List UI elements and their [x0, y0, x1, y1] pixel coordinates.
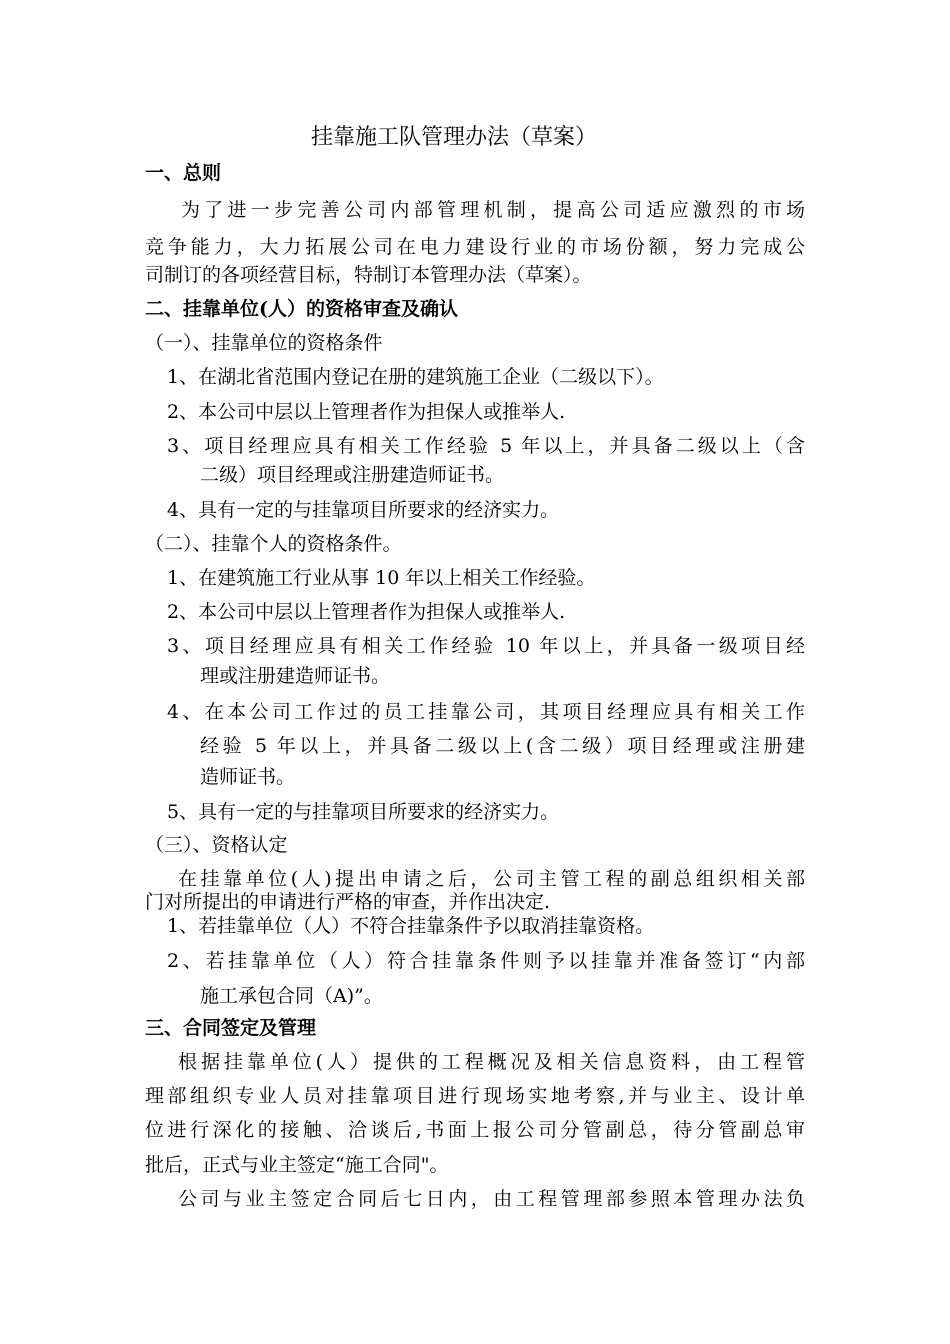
list-item: 1、在建筑施工行业从事 10 年以上相关工作经验。 [167, 567, 596, 589]
document-title: 挂靠施工队管理办法（草案） [311, 125, 598, 150]
subsection-heading: （一）、挂靠单位的资格条件 [145, 332, 383, 354]
paragraph-line: 位进行深化的接触、洽谈后,书面上报公司分管副总，待分管副总审 [145, 1119, 805, 1141]
paragraph-line: 公司与业主签定合同后七日内，由工程管理部参照本管理办法负 [178, 1188, 805, 1210]
paragraph-line: 为了进一步完善公司内部管理机制，提高公司适应激烈的市场 [181, 199, 805, 221]
list-item-continuation: 施工承包合同（A)”。 [200, 985, 383, 1007]
paragraph-line: 根据挂靠单位(人）提供的工程概况及相关信息资料，由工程管 [178, 1051, 805, 1073]
list-item: 1、在湖北省范围内登记在册的建筑施工企业（二级以下）。 [167, 366, 664, 388]
paragraph-line: 门对所提出的申请进行严格的审查，并作出决定. [145, 891, 551, 913]
list-item: 2、本公司中层以上管理者作为担保人或推举人. [167, 601, 566, 623]
list-item-continuation: 造师证书。 [200, 766, 296, 788]
list-item: 2、本公司中层以上管理者作为担保人或推举人. [167, 401, 566, 423]
list-item: 3、项目经理应具有相关工作经验 10 年以上，并具备一级项目经 [167, 635, 805, 657]
list-item-continuation: 经验 5 年以上，并具备二级以上(含二级）项目经理或注册建 [200, 735, 805, 757]
section-heading-contract: 三、合同签定及管理 [145, 1017, 317, 1039]
list-item-continuation: 理或注册建造师证书。 [200, 665, 391, 687]
list-item: 1、若挂靠单位（人）不符合挂靠条件予以取消挂靠资格。 [167, 915, 655, 937]
paragraph-line: 理部组织专业人员对挂靠项目进行现场实地考察,并与业主、设计单 [145, 1085, 805, 1107]
paragraph-line: 批后，正式与业主签定“施工合同"。 [145, 1154, 449, 1176]
list-item: 2、若挂靠单位（人）符合挂靠条件则予以挂靠并准备签订“内部 [167, 950, 805, 972]
list-item: 4、在本公司工作过的员工挂靠公司，其项目经理应具有相关工作 [167, 701, 805, 723]
list-item: 3、项目经理应具有相关工作经验 5 年以上，并具备二级以上（含 [167, 435, 805, 457]
subsection-heading: （三）、资格认定 [145, 834, 288, 856]
paragraph-line: 竞争能力，大力拓展公司在电力建设行业的市场份额，努力完成公 [145, 236, 805, 258]
list-item: 4、具有一定的与挂靠项目所要求的经济实力。 [167, 499, 560, 521]
list-item: 5、具有一定的与挂靠项目所要求的经济实力。 [167, 801, 560, 823]
list-item-continuation: 二级）项目经理或注册建造师证书。 [200, 464, 505, 486]
paragraph-line: 在挂靠单位(人)提出申请之后，公司主管工程的副总组织相关部 [178, 868, 805, 890]
section-heading-general: 一、总则 [145, 162, 222, 184]
section-heading-qualification: 二、挂靠单位(人）的资格审查及确认 [145, 298, 458, 320]
paragraph-line: 司制订的各项经营目标，特制订本管理办法（草案）。 [145, 264, 592, 286]
subsection-heading: （二）、挂靠个人的资格条件。 [145, 533, 402, 555]
